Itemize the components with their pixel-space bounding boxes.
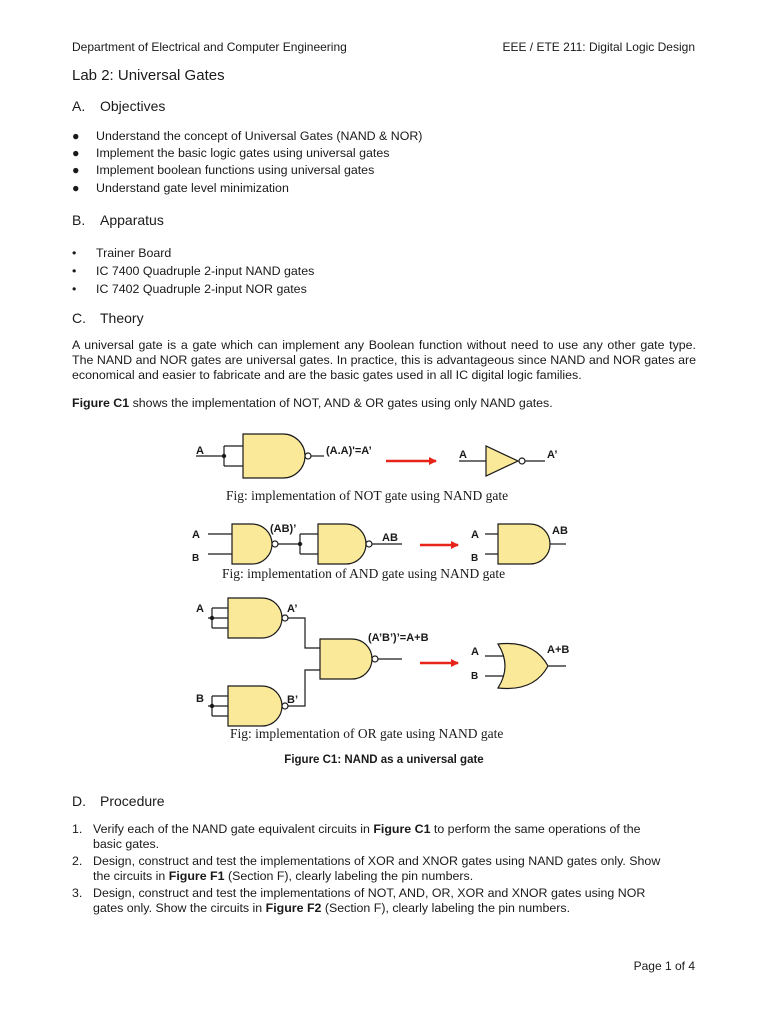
list-item-text: Implement the basic logic gates using universal gates: [96, 146, 390, 161]
label-or-b: B: [196, 693, 204, 705]
figure-ref-label: Figure C1: [373, 822, 431, 836]
figure-ref-label: Figure C1: [72, 396, 130, 410]
section-heading-procedure: [72, 793, 165, 809]
label-or-b-not: B’: [287, 694, 298, 706]
wire: [485, 534, 498, 554]
caption-or: Fig: implementation of OR gate using NAND gate: [230, 726, 504, 741]
list-item-number: 2.: [72, 854, 83, 868]
wire: [485, 656, 506, 676]
inversion-bubble: [282, 615, 288, 621]
bullet-icon: ●: [72, 146, 80, 161]
list-item-text: Verify each of the NAND gate equivalent circuits in: [93, 822, 374, 836]
nand-gate-shape: [243, 434, 305, 478]
section-title: Apparatus: [100, 212, 164, 228]
label-not-in: A: [196, 445, 204, 457]
label-or-out: (A’B’)’=A+B: [368, 632, 429, 644]
section-number: B.: [72, 212, 86, 228]
bullet-icon: •: [72, 246, 77, 260]
nand-gate-shape: [320, 639, 372, 679]
list-item-text: Trainer Board: [96, 246, 172, 260]
label-or-a: A: [196, 603, 204, 615]
header-department: Department of Electrical and Computer Engineering: [72, 40, 347, 54]
label-not-out: (A.A)'=A’: [326, 445, 372, 457]
section-number: D.: [72, 793, 86, 809]
bullet-icon: •: [72, 282, 77, 296]
list-item: [72, 822, 672, 852]
junction-dot: [222, 454, 226, 458]
and-gate-shape: [498, 524, 550, 564]
bullet-icon: ●: [72, 180, 80, 195]
junction-dot: [298, 542, 302, 546]
label-and-eq-a: A: [471, 529, 479, 541]
list-item-text: IC 7402 Quadruple 2-input NOR gates: [96, 282, 307, 296]
caption-not: Fig: implementation of NOT gate using NAND gate: [226, 488, 509, 503]
label-and-eq-b: B: [471, 553, 479, 564]
list-item: [72, 854, 672, 884]
label-and-b: B: [192, 553, 200, 564]
section-title: Procedure: [100, 793, 165, 809]
section-title: Objectives: [100, 98, 166, 114]
bullet-icon: •: [72, 264, 77, 278]
bullet-icon: ●: [72, 163, 80, 178]
label-or-eq-a: A: [471, 646, 479, 658]
inversion-bubble: [519, 458, 525, 464]
section-number: C.: [72, 310, 86, 326]
list-item-number: 1.: [72, 822, 83, 836]
list-item-number: 3.: [72, 886, 83, 900]
inversion-bubble: [272, 541, 278, 547]
list-item-text: Understand the concept of Universal Gates (NAND & NOR): [96, 129, 423, 143]
label-and-out: AB: [382, 532, 398, 544]
page-title: Lab 2: Universal Gates: [72, 67, 225, 84]
section-number: A.: [72, 98, 86, 114]
section-title: Theory: [100, 310, 144, 326]
wire: [224, 446, 243, 466]
list-item-text: Understand gate level minimization: [96, 180, 289, 195]
wire: [300, 534, 318, 554]
nand-gate-shape: [318, 524, 366, 564]
nand-gate-shape: [228, 686, 282, 726]
label-and-eq-out: AB: [552, 525, 568, 537]
list-item-text: Design, construct and test the implementations of NOT, AND, OR, XOR and XNOR gates using NOR gates only. Show the circuits in: [93, 886, 646, 915]
inversion-bubble: [366, 541, 372, 547]
label-not-eq-out: A’: [547, 449, 558, 461]
page-number: Page 1 of 4: [633, 959, 695, 973]
figure-title: Figure C1: NAND as a universal gate: [284, 754, 484, 766]
list-item: [72, 886, 672, 916]
figure-ref-label: Figure F2: [265, 901, 322, 915]
procedure-list: [72, 822, 672, 918]
label-or-a-not: A’: [287, 603, 298, 615]
bullet-icon: ●: [72, 129, 80, 143]
list-item-text: (Section F), clearly labeling the pin numbers.: [224, 869, 474, 883]
caption-and: Fig: implementation of AND gate using NAND gate: [222, 566, 506, 581]
figure-ref-label: Figure F1: [168, 869, 225, 883]
label-not-eq-in: A: [459, 449, 467, 461]
list-item-text: to perform the same operations of the basic gates.: [93, 822, 641, 851]
inversion-bubble: [372, 656, 378, 662]
label-and-mid: (AB)’: [270, 523, 297, 535]
list-item-text: Design, construct and test the implementations of XOR and XNOR gates using NAND gates only. Show the circuits in: [93, 854, 661, 883]
list-item-text: Implement boolean functions using universal gates: [96, 163, 375, 178]
junction-dot: [210, 704, 214, 708]
list-item-text: (Section F), clearly labeling the pin numbers.: [321, 901, 571, 915]
or-gate-shape: [498, 643, 548, 688]
figure-ref-text: shows the implementation of NOT, AND & OR gates using only NAND gates.: [129, 396, 553, 410]
wire: [208, 534, 232, 554]
wire: [288, 618, 320, 648]
theory-paragraph: A universal gate is a gate which can implement any Boolean function without need to use any other gate type. The NAND and NOR gates are universal gates. In practice, this is advantageous since NAND and NOR gates are economical and easier to fabricate and are the basic gates used in all IC digital logic families.: [72, 338, 696, 382]
label-or-eq-out: A+B: [547, 644, 570, 656]
list-item-text: IC 7400 Quadruple 2-input NAND gates: [96, 264, 315, 278]
not-gate-shape: [486, 446, 518, 476]
inversion-bubble: [305, 453, 311, 459]
header-course: EEE / ETE 211: Digital Logic Design: [502, 40, 695, 54]
nand-gate-shape: [232, 524, 272, 564]
junction-dot: [210, 616, 214, 620]
label-and-a: A: [192, 529, 200, 541]
nand-gate-shape: [228, 598, 282, 638]
label-or-eq-b: B: [471, 671, 479, 682]
